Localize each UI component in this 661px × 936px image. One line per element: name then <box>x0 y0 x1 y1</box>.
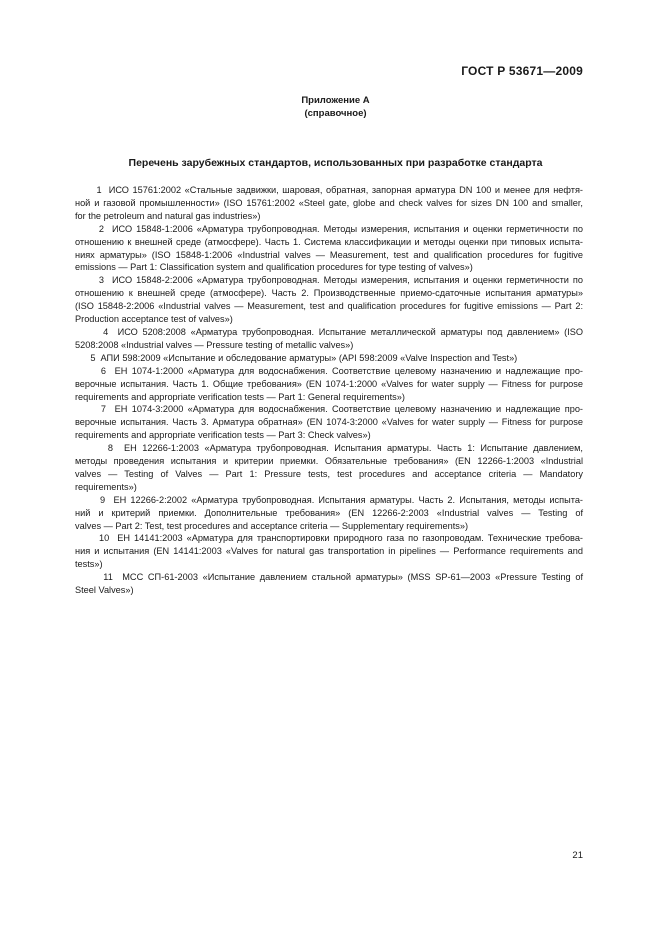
reference-line: 7 ЕН 1074-3:2000 «Арматура для водоснабжения. Соответствие целевому назначению и надлежащие про- <box>75 404 583 415</box>
reference-line: requirements») <box>75 481 137 492</box>
reference-line: 5208:2008 «Industrial valves — Pressure testing of metallic valves») <box>75 339 354 350</box>
reference-line: верочные испытания. Часть 3. Арматура обратная» (EN 1074-3:2000 «Valves for water supply — Fitness for purpose <box>75 417 583 428</box>
reference-line: 10 ЕН 14141:2003 «Арматура для транспортировки природного газа по газопроводам. Технические требова- <box>75 533 583 544</box>
reference-line: requirements and appropriate verification tests — Part 1: General requirements») <box>75 391 405 402</box>
document-code: ГОСТ Р 53671—2009 <box>461 64 583 78</box>
reference-line: ний и критерий приемки. Дополнительные требования» (EN 12266-2:2003 «Industrial valves — Testing of <box>75 507 583 518</box>
reference-line: верочные испытания. Часть 1. Общие требования» (EN 1074-1:2000 «Valves for water supply — Fitness for purpose <box>75 378 583 389</box>
reference-line: valves — Part 2: Test, test procedures and acceptance criteria — Supplementary requirements») <box>75 520 469 531</box>
reference-line: отношению к внешней среде (атмосфере). Часть 2. Производственные приемо-сдаточные испытания арматуры» <box>75 288 583 299</box>
reference-item <box>75 184 583 223</box>
reference-line: tests») <box>75 559 103 570</box>
section-title: Перечень зарубежных стандартов, использованных при разработке стандарта <box>128 157 543 169</box>
reference-line: 8 ЕН 12266-1:2003 «Арматура трубопроводная. Испытания арматуры. Часть 1: Испытание давлением, <box>75 443 583 454</box>
page-number: 21 <box>572 850 583 861</box>
reference-line: for the petroleum and natural gas industries») <box>75 210 261 221</box>
reference-item <box>75 571 583 597</box>
reference-line: 6 ЕН 1074-1:2000 «Арматура для водоснабжения. Соответствие целевому назначению и надлежащие про- <box>75 365 583 376</box>
reference-item <box>75 326 583 352</box>
appendix-title: Приложение А <box>301 95 370 106</box>
reference-list <box>75 184 583 597</box>
reference-item <box>75 365 583 404</box>
reference-line: emissions — Part 1: Classification system and qualification procedures for type testing of valves») <box>75 262 473 273</box>
reference-item <box>75 352 583 365</box>
reference-item <box>75 274 583 326</box>
reference-line: методы проведения испытания и критерии приемки. Обязательные требования» (EN 12266-1:2003 «Industrial <box>75 456 583 467</box>
reference-line: 1 ИСО 15761:2002 «Стальные задвижки, шаровая, обратная, запорная арматура DN 100 и менее для нефтя- <box>75 185 583 195</box>
reference-item <box>75 494 583 533</box>
reference-line: requirements and appropriate verification tests — Part 3: Check valves») <box>75 430 371 441</box>
reference-line: valves — Testing of Valves — Part 1: Pressure tests, test procedures and acceptance criteria — Mandatory <box>75 468 583 479</box>
appendix-subtitle: (справочное) <box>304 108 367 119</box>
reference-line: 4 ИСО 5208:2008 «Арматура трубопроводная. Испытание металлической арматуры под давлением» (ISO <box>75 326 583 337</box>
reference-line: Steel Valves») <box>75 585 134 596</box>
reference-line: ной и газовой промышленности» (ISO 15761:2002 «Steel gate, globe and check valves for sizes DN 100 and smaller, <box>75 197 583 208</box>
reference-item <box>75 403 583 442</box>
reference-item <box>75 532 583 571</box>
reference-line: отношению к внешней среде (атмосфере). Часть 1. Система классификации и методы оценки при типовых испыта- <box>75 236 583 247</box>
reference-line: 11 МСС СП-61-2003 «Испытание давлением стальной арматуры» (MSS SP-61—2003 «Pressure Testing of <box>75 572 583 583</box>
reference-item <box>75 442 583 494</box>
reference-line: 3 ИСО 15848-2:2006 «Арматура трубопроводная. Методы измерения, испытания и оценки герметичности по <box>75 275 583 286</box>
reference-line: 2 ИСО 15848-1:2006 «Арматура трубопроводная. Методы измерения, испытания и оценки герметичности по <box>75 223 583 234</box>
reference-line: 9 ЕН 12266-2:2002 «Арматура трубопроводная. Испытания арматуры. Часть 2. Испытания, методы испыта- <box>75 494 583 505</box>
reference-item <box>75 223 583 275</box>
reference-line: 5 АПИ 598:2009 «Испытание и обследование арматуры» (API 598:2009 «Valve Inspection and Test») <box>75 352 518 363</box>
reference-line: Production acceptance test of valves») <box>75 314 233 325</box>
reference-line: ниях арматуры» (ISO 15848-1:2006 «Industrial valves — Measurement, test and qualification procedures for fugitive <box>75 249 583 260</box>
reference-line: ния и испытания (EN 14141:2003 «Valves for natural gas transportation in pipelines — Performance requirements and <box>75 546 583 557</box>
reference-line: (ISO 15848-2:2006 «Industrial valves — Measurement, test and qualification procedures for fugitive emissions — Part 2: <box>75 301 583 312</box>
